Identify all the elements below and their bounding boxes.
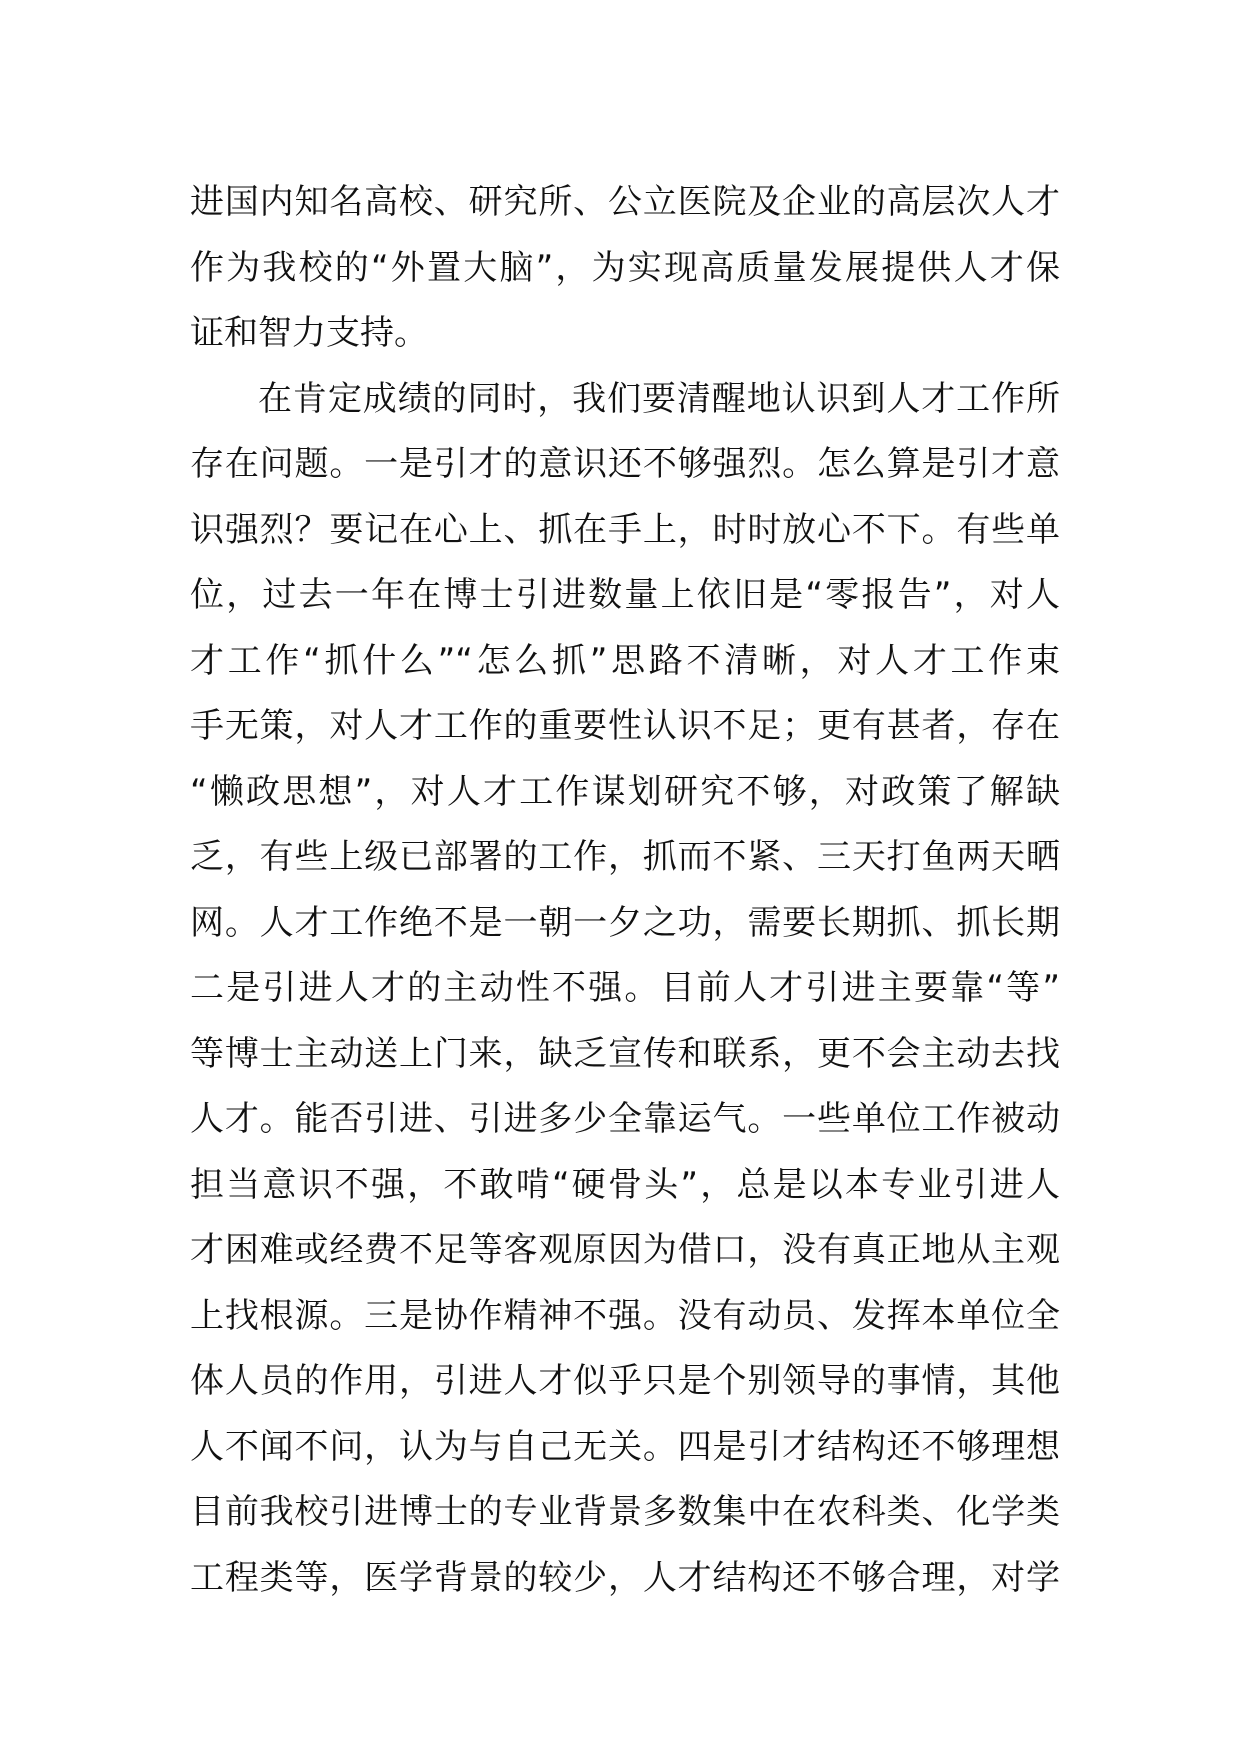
text-line: 手无策，对人才工作的重要性认识不足；更有甚者，存在 (190, 706, 1060, 746)
text-line: “懒政思想”，对人才工作谋划研究不够，对政策了解缺 (190, 771, 1060, 812)
text-line: 作为我校的“外置大脑”，为实现高质量发展提供人才保 (190, 247, 1060, 288)
text-line: 体人员的作用，引进人才似乎只是个别领导的事情，其他 (190, 1361, 1060, 1401)
text-line: 网。人才工作绝不是一朝一夕之功，需要长期抓、抓长期 (190, 902, 1060, 943)
text-line: 上找根源。三是协作精神不强。没有动员、发挥本单位全 (190, 1295, 1060, 1336)
text-line: 目前我校引进博士的专业背景多数集中在农科类、化学类 (190, 1492, 1060, 1532)
body-text (190, 170, 1060, 1611)
text-line: 人才。能否引进、引进多少全靠运气。一些单位工作被动 (190, 1099, 1060, 1139)
text-line: 等博士主动送上门来，缺乏宣传和联系，更不会主动去找 (190, 1033, 1060, 1074)
text-line: 人不闻不问，认为与自己无关。四是引才结构还不够理想 (190, 1426, 1060, 1467)
text-line: 存在问题。一是引才的意识还不够强烈。怎么算是引才意 (190, 444, 1060, 484)
text-line: 乏，有些上级已部署的工作，抓而不紧、三天打鱼两天晒 (190, 837, 1060, 877)
paragraph-first-line: 在肯定成绩的同时，我们要清醒地认识到人才工作所 (258, 378, 1060, 419)
text-line: 担当意识不强，不敢啃“硬骨头”，总是以本专业引进人 (190, 1164, 1060, 1205)
text-line: 才工作“抓什么”“怎么抓”思路不清晰，对人才工作束 (190, 640, 1060, 681)
text-line: 进国内知名高校、研究所、公立医院及企业的高层次人才 (190, 182, 1060, 222)
text-line: 工程类等，医学背景的较少，人才结构还不够合理，对学 (190, 1557, 1060, 1598)
text-line: 位，过去一年在博士引进数量上依旧是“零报告”，对人 (190, 575, 1060, 615)
text-line: 才困难或经费不足等客观原因为借口，没有真正地从主观 (190, 1230, 1060, 1270)
text-line: 证和智力支持。 (190, 313, 428, 353)
text-line: 二是引进人才的主动性不强。目前人才引进主要靠“等” (190, 968, 1060, 1008)
text-line: 识强烈？要记在心上、抓在手上，时时放心不下。有些单 (190, 509, 1060, 550)
